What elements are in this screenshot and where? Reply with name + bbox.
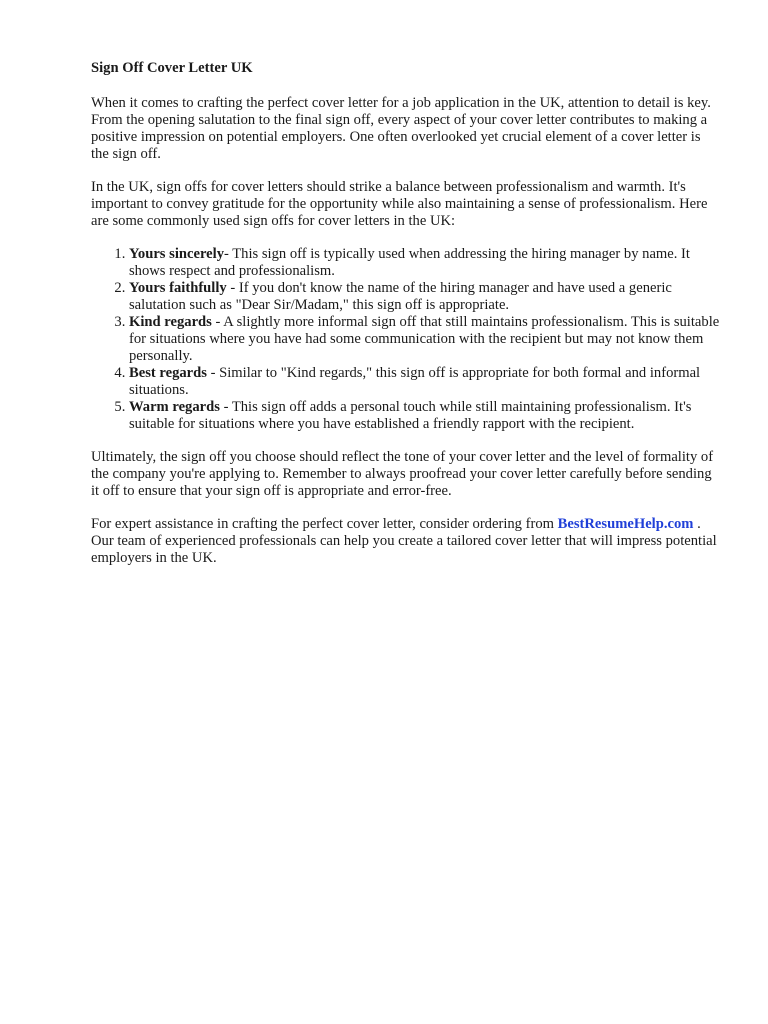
best-resume-help-link[interactable]: BestResumeHelp.com (557, 516, 694, 532)
intro-paragraph: When it comes to crafting the perfect cover letter for a job application in the UK, attention to detail is key. From the opening salutation to the final sign off, every aspect of your cover letter contributes to making a positive impression on potential employers. One often overlooked yet crucial element of a cover letter is the sign off. (91, 95, 711, 162)
context-paragraph: In the UK, sign offs for cover letters should strike a balance between professionalism and warmth. It's important to convey gratitude for the opportunity while also maintaining a sense of professionalism. Here are some commonly used sign offs for cover letters in the UK: (91, 179, 708, 229)
list-item-text: - A slightly more informal sign off that still maintains professionalism. This is suitable for situations where you have had some communication with the recipient but may not know them personally. (129, 314, 720, 364)
list-item (129, 314, 721, 365)
list-item (129, 280, 721, 314)
cta-text-after: . Our team of experienced professionals can help you create a tailored cover letter that will impress potential employers in the UK. (91, 516, 717, 566)
sign-off-list (91, 246, 721, 433)
list-item-text: - This sign off adds a personal touch while still maintaining professionalism. It's suitable for situations where you have established a friendly rapport with the recipient. (129, 399, 692, 432)
list-item (129, 399, 721, 433)
list-item (129, 365, 721, 399)
document-page (91, 60, 721, 583)
list-item-text: - This sign off is typically used when addressing the hiring manager by name. It shows respect and professionalism. (129, 246, 690, 279)
list-item-term: Yours faithfully (129, 280, 227, 296)
cta-paragraph (91, 516, 721, 567)
conclusion-paragraph: Ultimately, the sign off you choose should reflect the tone of your cover letter and the level of formality of the company you're applying to. Remember to always proofread your cover letter carefully before sending it off to ensure that your sign off is appropriate and error-free. (91, 449, 714, 499)
list-item-text: - Similar to "Kind regards," this sign off is appropriate for both formal and informal situations. (129, 365, 701, 398)
list-item-term: Best regards (129, 365, 207, 381)
list-item-term: Warm regards (129, 399, 220, 415)
document-title: Sign Off Cover Letter UK (91, 60, 253, 76)
list-item-term: Kind regards (129, 314, 212, 330)
cta-text-before: For expert assistance in crafting the perfect cover letter, consider ordering from (91, 516, 558, 532)
list-item (129, 246, 721, 280)
list-item-text: - If you don't know the name of the hiring manager and have used a generic salutation such as "Dear Sir/Madam," this sign off is appropriate. (129, 280, 672, 313)
list-item-term: Yours sincerely (129, 246, 224, 262)
